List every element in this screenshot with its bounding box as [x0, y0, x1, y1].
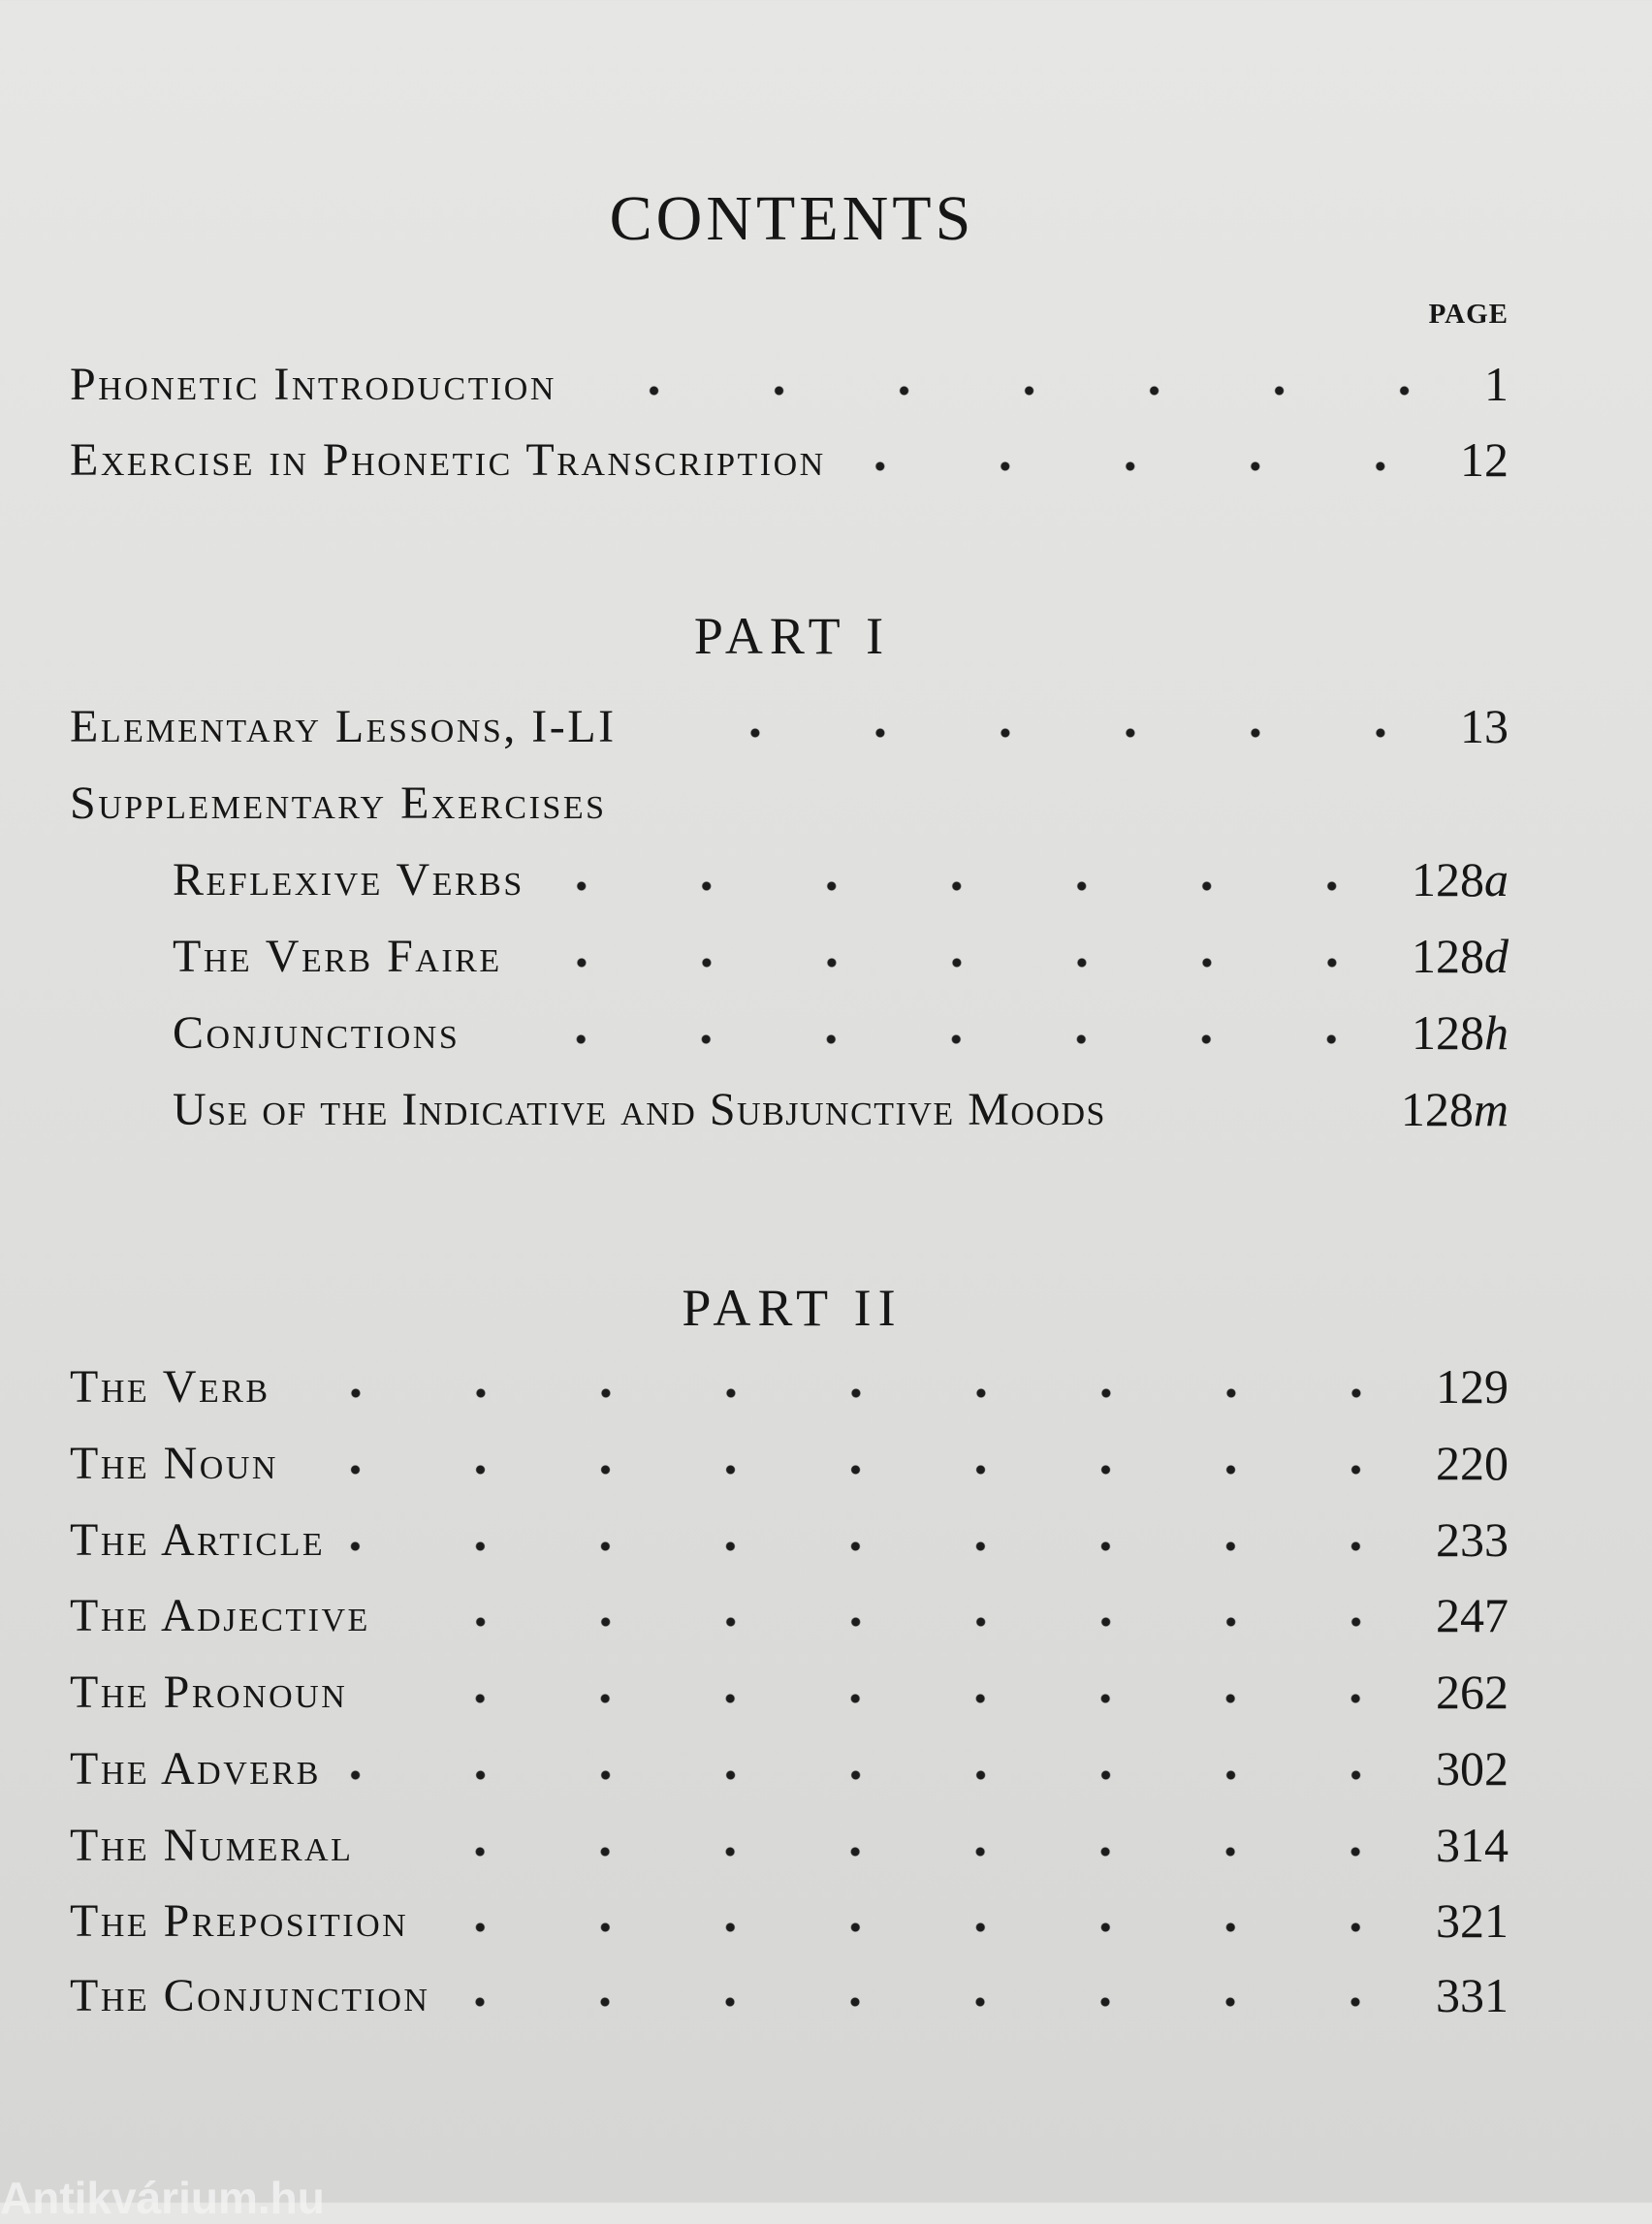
toc-entry-page: 220: [1436, 1436, 1509, 1490]
dot-leader: [582, 381, 1467, 400]
toc-entry-supplementary-exercises: [70, 772, 1509, 834]
toc-entry-title: The Conjunction: [70, 1969, 430, 2021]
page-column-label: PAGE: [1428, 299, 1509, 330]
toc-entry-page: 233: [1436, 1512, 1509, 1567]
toc-entry-title: Reflexive Verbs: [173, 853, 524, 905]
toc-entry-page: 1: [1484, 357, 1509, 411]
dot-leader: [642, 723, 1443, 743]
dot-leader: [527, 953, 1394, 972]
toc-entry-page: 247: [1436, 1588, 1509, 1642]
dot-leader: [851, 457, 1443, 476]
toc-entry-title: The Verb Faire: [173, 930, 502, 982]
toc-entry-title: The Adjective: [70, 1589, 370, 1641]
toc-entry-page: 128m: [1400, 1082, 1509, 1136]
toc-subentry-indicative-subjunctive: [173, 1078, 1509, 1140]
dot-leader: [378, 1842, 1418, 1861]
toc-entry-the-preposition: [70, 1890, 1509, 1952]
toc-entry-title: The Article: [70, 1513, 326, 1566]
toc-entry-page: 128h: [1412, 1005, 1509, 1060]
toc-entry-title: The Preposition: [70, 1894, 409, 1947]
toc-subentry-conjunctions: [173, 1001, 1509, 1064]
toc-entry-page: 12: [1460, 432, 1509, 487]
toc-entry-title: Supplementary Exercises: [70, 777, 607, 829]
toc-subentry-verb-faire: [173, 925, 1509, 987]
toc-entry-the-pronoun: [70, 1661, 1509, 1723]
dot-leader: [372, 1689, 1418, 1708]
toc-entry-the-numeral: [70, 1814, 1509, 1876]
toc-entry-the-article: [70, 1509, 1509, 1571]
toc-entry-page: 314: [1436, 1818, 1509, 1872]
dot-leader: [346, 1765, 1418, 1785]
dot-leader: [396, 1612, 1418, 1632]
toc-entry-page: 262: [1436, 1665, 1509, 1719]
toc-entry-page: 128a: [1412, 852, 1509, 906]
toc-entry-title: The Noun: [70, 1437, 278, 1489]
toc-entry-title: Conjunctions: [173, 1006, 461, 1059]
dot-leader: [350, 1537, 1418, 1556]
toc-entry-title: The Verb: [70, 1360, 270, 1413]
toc-entry-page: 302: [1436, 1741, 1509, 1795]
dot-leader: [296, 1383, 1418, 1403]
toc-entry-exercise-phonetic-transcription: [70, 429, 1509, 491]
toc-entry-the-adverb: [70, 1737, 1509, 1799]
watermark: Antikvárium.hu: [0, 2173, 325, 2223]
contents-title: CONTENTS: [609, 183, 975, 254]
toc-entry-title: Exercise in Phonetic Transcription: [70, 433, 826, 486]
part-two-heading: PART II: [682, 1279, 903, 1337]
toc-entry-title: Use of the Indicative and Subjunctive Moods: [173, 1083, 1106, 1135]
dot-leader: [455, 1992, 1418, 2012]
toc-entry-the-adjective: [70, 1584, 1509, 1646]
dot-leader: [303, 1460, 1418, 1479]
dot-leader: [485, 1030, 1394, 1049]
toc-entry-page: 321: [1436, 1893, 1509, 1948]
toc-entry-page: 128d: [1412, 929, 1509, 983]
toc-entry-page: 13: [1460, 699, 1509, 753]
toc-entry-phonetic-introduction: [70, 353, 1509, 415]
toc-entry-the-conjunction: [70, 1964, 1509, 2026]
toc-entry-title: The Adverb: [70, 1742, 321, 1795]
dot-leader: [550, 876, 1394, 896]
toc-entry-the-verb: [70, 1355, 1509, 1417]
toc-subentry-reflexive-verbs: [173, 848, 1509, 910]
toc-entry-the-noun: [70, 1432, 1509, 1494]
dot-leader: [433, 1918, 1418, 1937]
toc-entry-elementary-lessons: [70, 695, 1509, 757]
toc-entry-title: The Numeral: [70, 1819, 354, 1871]
toc-entry-page: 331: [1436, 1968, 1509, 2022]
toc-entry-title: The Pronoun: [70, 1666, 348, 1718]
toc-entry-page: 129: [1436, 1359, 1509, 1414]
part-one-heading: PART I: [693, 607, 891, 665]
toc-entry-title: Elementary Lessons, I-LI: [70, 700, 617, 752]
toc-entry-title: Phonetic Introduction: [70, 358, 556, 410]
